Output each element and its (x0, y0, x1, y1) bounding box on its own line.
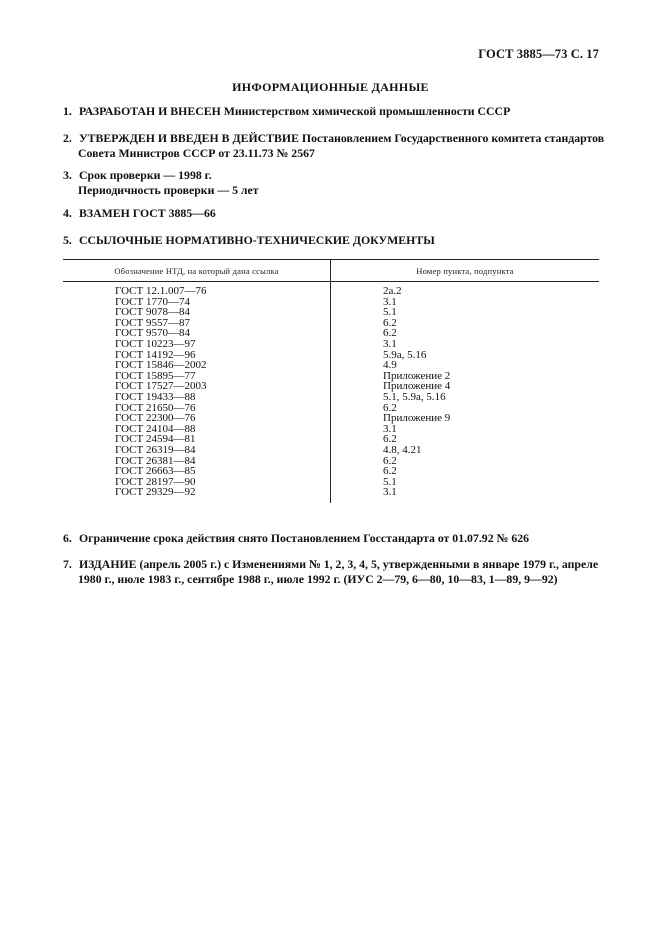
table-row (63, 445, 599, 456)
clause-cell: 4.9 (383, 359, 397, 372)
item-number: 1. (63, 104, 72, 118)
document-cell: ГОСТ 19433—88 (63, 392, 331, 403)
document-cell: ГОСТ 26381—84 (63, 456, 331, 467)
document-cell: ГОСТ 15846—2002 (63, 360, 331, 371)
reference-documents-table (63, 259, 599, 503)
item-text-continuation: Совета Министров СССР от 23.11.73 № 2567 (78, 145, 315, 160)
document-cell: ГОСТ 9570—84 (63, 328, 331, 339)
document-cell: ГОСТ 12.1.007—76 (63, 282, 331, 297)
info-item-2 (63, 131, 608, 160)
document-cell: ГОСТ 22300—76 (63, 413, 331, 424)
document-cell: ГОСТ 15895—77 (63, 371, 331, 382)
item-text: ВЗАМЕН ГОСТ 3885—66 (79, 206, 216, 220)
clause-cell: 5.9а, 5.16 (383, 348, 427, 361)
info-item-7 (63, 557, 608, 586)
item-text-continuation: 1980 г., июле 1983 г., сентябре 1988 г., июле 1992 г. (ИУС 2—79, 6—80, 10—83, 1—89, 9—92) (78, 571, 558, 586)
document-cell: ГОСТ 26663—85 (63, 466, 331, 477)
table-row (63, 487, 599, 503)
clause-cell: 5.1 (383, 306, 397, 319)
document-cell: ГОСТ 26319—84 (63, 445, 331, 456)
item-number: 3. (63, 168, 72, 182)
clause-cell: 3.1 (383, 337, 397, 350)
item-text: Ограничение срока действия снято Постановлением Госстандарта от 01.07.92 № 626 (79, 531, 530, 545)
item-number: 2. (63, 131, 72, 145)
table-row (63, 339, 599, 350)
document-cell: ГОСТ 17527—2003 (63, 381, 331, 392)
document-cell: ГОСТ 24594—81 (63, 434, 331, 445)
info-item-1 (63, 104, 608, 119)
document-cell: ГОСТ 1770—74 (63, 297, 331, 308)
page-title: ИНФОРМАЦИОННЫЕ ДАННЫЕ (232, 80, 429, 94)
column-header-clause: Номер пункта, подпункта (331, 260, 600, 282)
document-cell: ГОСТ 29329—92 (63, 487, 331, 503)
document-cell: ГОСТ 21650—76 (63, 403, 331, 414)
table-row (63, 392, 599, 403)
item-number: 6. (63, 531, 72, 545)
table-row (63, 282, 599, 297)
info-item-5 (63, 233, 608, 248)
clause-cell: 3.1 (383, 422, 397, 435)
clause-cell: 5.1, 5.9а, 5.16 (383, 390, 446, 403)
document-cell: ГОСТ 10223—97 (63, 339, 331, 350)
clause-cell: 3.1 (383, 295, 397, 308)
column-header-document: Обозначение НТД, на который дана ссылка (63, 260, 331, 282)
info-item-4 (63, 206, 608, 221)
clause-cell: 6.2 (383, 454, 397, 467)
item-number: 7. (63, 557, 72, 571)
clause-cell: Приложение 9 (383, 412, 451, 425)
page-header: ГОСТ 3885—73 С. 17 (478, 47, 599, 61)
clause-cell: 6.2 (383, 401, 397, 414)
document-cell: ГОСТ 9557—87 (63, 318, 331, 329)
clause-cell: 6.2 (383, 316, 397, 329)
clause-cell: 3.1 (383, 486, 397, 499)
document-cell: ГОСТ 14192—96 (63, 350, 331, 361)
clause-cell: 6.2 (383, 327, 397, 340)
clause-cell: 6.2 (383, 465, 397, 478)
item-text-continuation: Периодичность проверки — 5 лет (78, 182, 259, 197)
clause-cell: 5.1 (383, 475, 397, 488)
item-text: Срок проверки — 1998 г. (79, 168, 212, 182)
info-item-6 (63, 531, 608, 546)
item-text: УТВЕРЖДЕН И ВВЕДЕН В ДЕЙСТВИЕ Постановлением Государственного комитета стандартов (79, 131, 605, 145)
document-cell: ГОСТ 24104—88 (63, 424, 331, 435)
document-cell: ГОСТ 9078—84 (63, 307, 331, 318)
item-text: ССЫЛОЧНЫЕ НОРМАТИВНО-ТЕХНИЧЕСКИЕ ДОКУМЕНТЫ (79, 233, 435, 247)
item-text: ИЗДАНИЕ (апрель 2005 г.) с Изменениями № 1, 2, 3, 4, 5, утвержденными в январе 1979 г., апреле (79, 557, 599, 571)
clause-cell: Приложение 2 (383, 369, 451, 382)
clause-cell: Приложение 4 (383, 380, 451, 393)
document-cell: ГОСТ 28197—90 (63, 477, 331, 488)
clause-cell: 6.2 (383, 433, 397, 446)
item-number: 4. (63, 206, 72, 220)
clause-cell: 2а.2 (383, 285, 402, 297)
info-item-3 (63, 168, 608, 197)
clause-cell: 4.8, 4.21 (383, 443, 422, 456)
item-number: 5. (63, 233, 72, 247)
item-text: РАЗРАБОТАН И ВНЕСЕН Министерством химической промышленности СССР (79, 104, 511, 118)
